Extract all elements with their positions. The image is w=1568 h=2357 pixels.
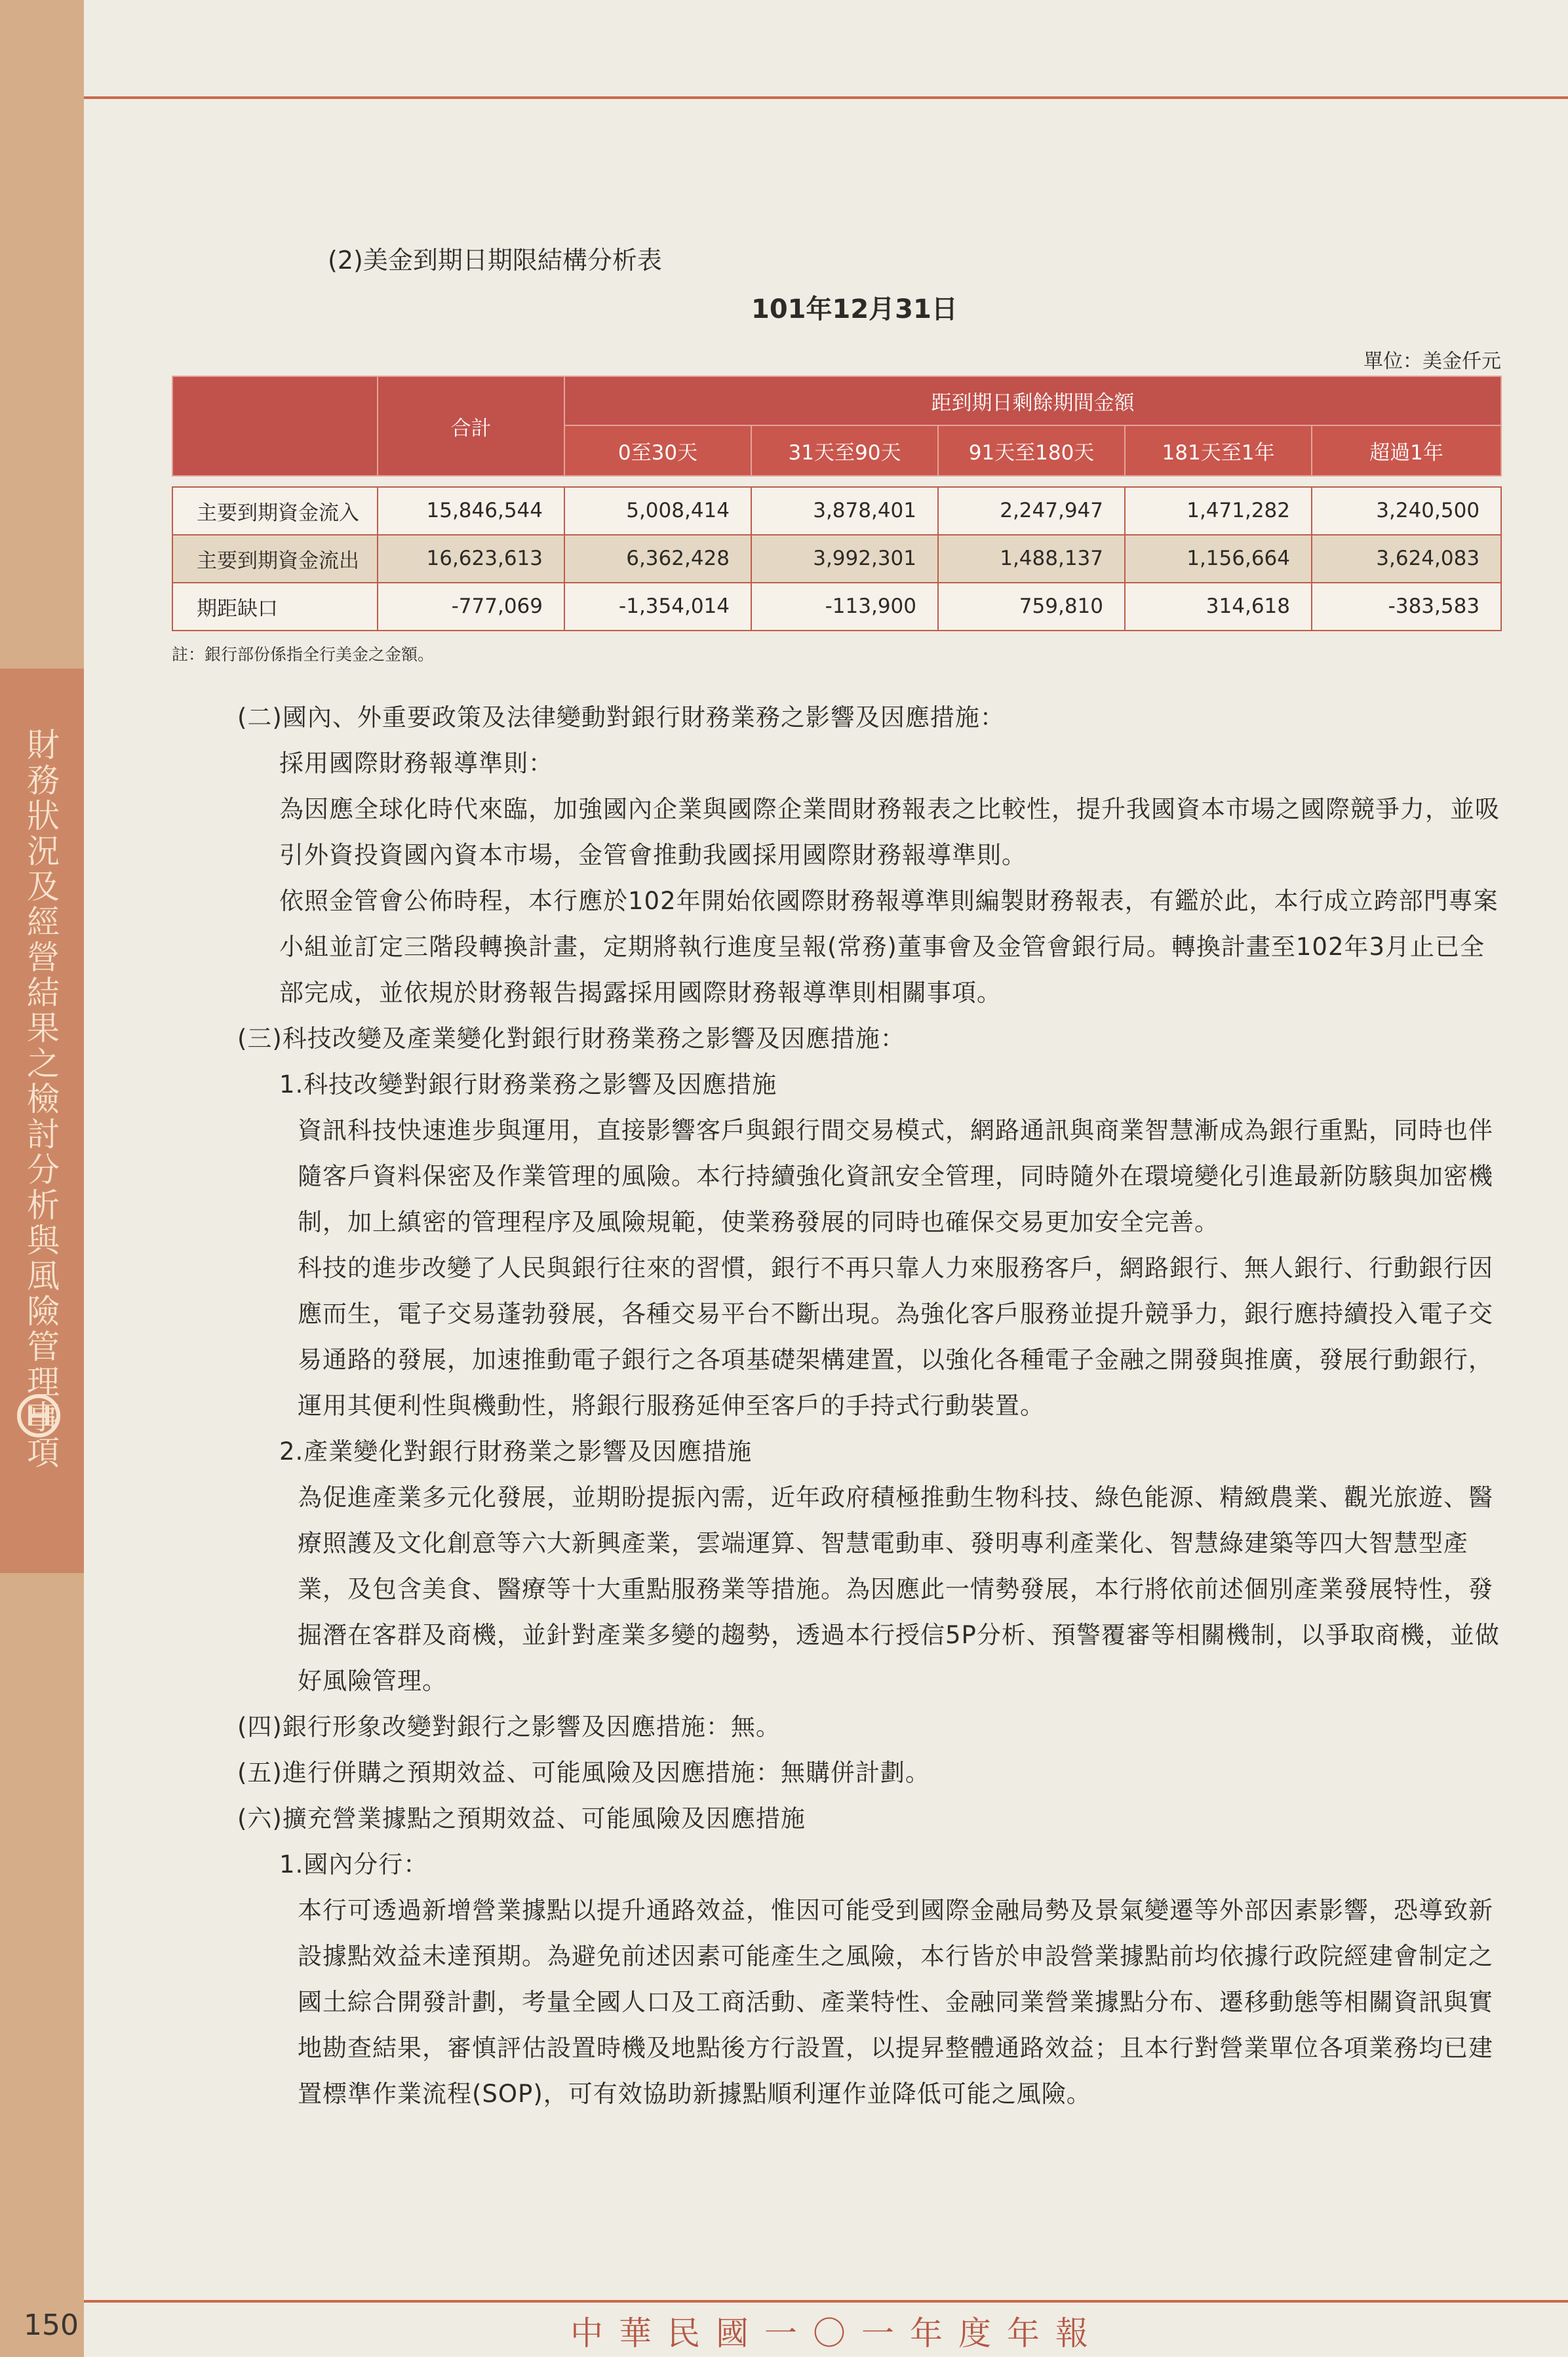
table-note: 註：銀行部份係指全行美金之金額。	[172, 645, 435, 664]
heading-policy-changes: (二)國內、外重要政策及法律變動對銀行財務業務之影響及因應措施：	[237, 703, 1005, 731]
cell-total: 16,623,613	[378, 535, 564, 583]
table-row	[172, 487, 1501, 535]
cell-value: 314,618	[1125, 583, 1312, 631]
heading-bank-image: (四)銀行形象改變對銀行之影響及因應措施：無。	[237, 1713, 781, 1741]
table-date: 101年12月31日	[751, 294, 958, 324]
body-text	[237, 695, 1502, 2117]
cell-total: -777,069	[378, 583, 564, 631]
header-col-0: 0至30天	[564, 425, 751, 476]
paragraph: 依照金管會公佈時程，本行應於102年開始依國際財務報導準則編製財務報表，有鑑於此，本行成立跨部門專案小組並訂定三階段轉換計畫，定期將執行進度呈報(常務)董事會及金管會銀行局。轉換計畫至102年3月止已全部完成，並依規於財務報告揭露採用國際財務報導準則相關事項。	[279, 887, 1499, 1007]
header-col-2: 91天至180天	[938, 425, 1125, 476]
table-section-title: (2)美金到期日期限結構分析表	[328, 246, 662, 275]
cell-value: 2,247,947	[938, 487, 1125, 535]
paragraph: 資訊科技快速進步與運用，直接影響客戶與銀行間交易模式，網路通訊與商業智慧漸成為銀行重點，同時也伴隨客戶資料保密及作業管理的風險。本行持續強化資訊安全管理，同時隨外在環境變化引進最新防駭與加密機制，加上縝密的管理程序及風險規範，使業務發展的同時也確保交易更加安全完善。	[298, 1116, 1493, 1236]
cell-value: 3,992,301	[751, 535, 938, 583]
cell-value: 1,156,664	[1125, 535, 1312, 583]
cell-value: -383,583	[1312, 583, 1501, 631]
subheading-industry: 2.產業變化對銀行財務業之影響及因應措施	[279, 1437, 753, 1466]
unit-label: 單位：美金仟元	[1363, 350, 1501, 373]
table-row	[172, 583, 1501, 631]
paragraph: 為因應全球化時代來臨，加強國內企業與國際企業間財務報表之比較性，提升我國資本市場之國際競爭力，並吸引外資投資國內資本市場，金管會推動我國採用國際財務報導準則。	[279, 795, 1500, 869]
heading-tech-changes: (三)科技改變及產業變化對銀行財務業務之影響及因應措施：	[237, 1024, 905, 1053]
cell-value: -1,354,014	[564, 583, 751, 631]
row-label: 主要到期資金流入	[172, 487, 378, 535]
table-row	[172, 535, 1501, 583]
paragraph: 本行可透過新增營業據點以提升通路效益，惟因可能受到國際金融局勢及景氣變遷等外部因素影響，恐導致新設據點效益未達預期。為避免前述因素可能產生之風險，本行皆於申設營業據點前均依據行政院經建會制定之國土綜合開發計劃，考量全國人口及工商活動、產業特性、金融同業營業據點分布、遷移動態等相關資訊與實地勘查結果，審慎評估設置時機及地點後方行設置，以提昇整體通路效益；且本行對營業單位各項業務均已建置標準作業流程(SOP)，可有效協助新據點順利運作並降低可能之風險。	[298, 1896, 1493, 2108]
subheading-domestic-branches: 1.國內分行：	[279, 1850, 429, 1879]
cell-value: 5,008,414	[564, 487, 751, 535]
cell-total: 15,846,544	[378, 487, 564, 535]
header-col-4: 超過1年	[1312, 425, 1501, 476]
maturity-structure-table	[172, 376, 1502, 631]
header-remaining-period: 距到期日剩餘期間金額	[564, 376, 1501, 425]
cell-value: 3,240,500	[1312, 487, 1501, 535]
cell-value: 759,810	[938, 583, 1125, 631]
cell-value: 3,624,083	[1312, 535, 1501, 583]
page-number: 150	[24, 2308, 79, 2342]
header-rule	[84, 96, 1568, 99]
footer-title: 中華民國一〇一年度年報	[570, 2314, 1104, 2352]
header-col-3: 181天至1年	[1125, 425, 1312, 476]
paragraph: 為促進產業多元化發展，並期盼提振內需，近年政府積極推動生物科技、綠色能源、精緻農業、觀光旅遊、醫療照護及文化創意等六大新興產業，雲端運算、智慧電動車、發明專利產業化、智慧綠建築等四大智慧型產業，及包含美食、醫療等十大重點服務業等措施。為因應此一情勢發展，本行將依前述個別產業發展特性，發掘潛在客群及商機，並針對產業多變的趨勢，透過本行授信5P分析、預警覆審等相關機制，以爭取商機，並做好風險管理。	[298, 1483, 1500, 1695]
chapter-title-vertical: 財務狀況及經營結果之檢討分析與風險管理事項	[22, 728, 60, 1471]
cell-value: 6,362,428	[564, 535, 751, 583]
cell-value: -113,900	[751, 583, 938, 631]
bank-logo-icon	[16, 1393, 62, 1439]
subheading-tech: 1.科技改變對銀行財務業務之影響及因應措施	[279, 1070, 777, 1099]
row-label: 主要到期資金流出	[172, 535, 378, 583]
cell-value: 1,488,137	[938, 535, 1125, 583]
cell-value: 3,878,401	[751, 487, 938, 535]
header-col-1: 31天至90天	[751, 425, 938, 476]
subheading-ifrs: 採用國際財務報導準則：	[279, 749, 553, 777]
footer-rule	[84, 2300, 1568, 2303]
heading-branch-expansion: (六)擴充營業據點之預期效益、可能風險及因應措施	[237, 1804, 806, 1833]
header-empty	[172, 376, 378, 476]
cell-value: 1,471,282	[1125, 487, 1312, 535]
row-label: 期距缺口	[172, 583, 378, 631]
header-total: 合計	[378, 376, 564, 476]
heading-mergers: (五)進行併購之預期效益、可能風險及因應措施：無購併計劃。	[237, 1759, 930, 1787]
paragraph: 科技的進步改變了人民與銀行往來的習慣，銀行不再只靠人力來服務客戶，網路銀行、無人銀行、行動銀行因應而生，電子交易蓬勃發展，各種交易平台不斷出現。為強化客戶服務並提升競爭力，銀行應持續投入電子交易通路的發展，加速推動電子銀行之各項基礎架構建置，以強化各種電子金融之開發與推廣，發展行動銀行，運用其便利性與機動性，將銀行服務延伸至客戶的手持式行動裝置。	[298, 1254, 1493, 1420]
